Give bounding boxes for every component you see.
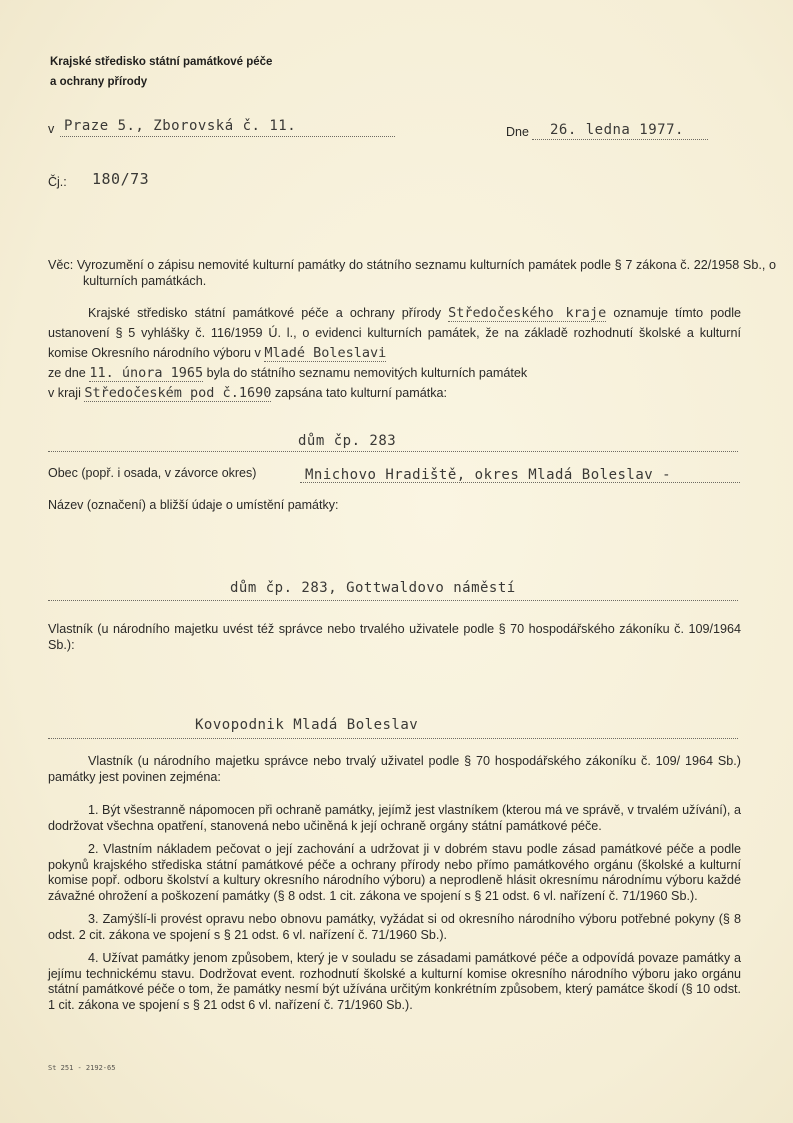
notice-decision-date: 11. února 1965 (89, 365, 204, 381)
date-value: 26. ledna 1977. (550, 122, 684, 138)
subject-block (48, 258, 776, 289)
place-value: Praze 5., Zborovská č. 11. (64, 118, 297, 134)
notice-part-6: zapsána tato kulturní památka: (274, 386, 448, 400)
notice-part-2: oznamuje tímto podle ustanovení § 5 vyhlášky č. 116/1959 Ú. l., o evidenci kulturních památek, že na základě rozhodnutí školské a kulturní komise Okresního národního výboru v (48, 306, 742, 360)
location-dotline (48, 600, 738, 601)
notice-part-1: Krajské středisko státní památkové péče a ochrany přírody (88, 306, 441, 320)
notice-region: Středočeského kraje (448, 305, 607, 321)
reference-label: Čj.: (48, 175, 67, 189)
municipality-value: Mnichovo Hradiště, okres Mladá Boleslav - (305, 467, 672, 483)
form-code: St 251 - 2192-65 (48, 1064, 116, 1072)
municipality-label: Obec (popř. i osada, v závorce okres) (48, 466, 257, 480)
obligation-item-1: 1. Být všestranně nápomocen při ochraně památky, jejímž jest vlastníkem (kterou má ve správě, v trvalém užívání), a dodržovat všechna opatření, stanovená nebo učiněná k její ochraně orgány státní památkové péče. (48, 803, 741, 833)
location-label: Název (označení) a bližší údaje o umístění památky: (48, 498, 339, 512)
owner-value: Kovopodnik Mladá Boleslav (195, 717, 419, 733)
issuer-line-1: Krajské středisko státní památkové péče (50, 56, 273, 68)
place-prefix: v (48, 122, 55, 136)
subject-label: Věc: (48, 258, 74, 272)
location-value: dům čp. 283, Gottwaldovo náměstí (230, 580, 516, 596)
subject-text: Vyrozumění o zápisu nemovité kulturní památky do státního seznamu kulturních památek podle § 7 zákona č. 22/1958 Sb., o kulturních památkách. (76, 258, 776, 288)
notice-part-5: v kraji (48, 386, 81, 400)
obligations-intro: Vlastník (u národního majetku správce nebo trvalý uživatel podle § 70 hospodářského zákoníku č. 109/ 1964 Sb.) památky jest povinen zejména: (48, 754, 741, 784)
place-dotline (60, 136, 395, 137)
obligation-item-4: 4. Užívat památky jenom způsobem, který je v souladu se zásadami památkové péče a odpovídá povaze památky a jejímu technickému stavu. Dodržovat event. rozhodnutí školské a kulturní komise okresního národního výboru jako orgánu státní památkové péče o tom, že památky nesmí být užívána určitým konkrétním způsobem, který památce škodí (§ 10 odst. 1 cit. zákona ve spojení s § 21 odst 6 vl. nařízení č. 71/1960 Sb.). (48, 951, 741, 1012)
reference-value: 180/73 (92, 170, 150, 188)
owner-label: Vlastník (u národního majetku uvést též správce nebo trvalého uživatele podle § 70 hospodářského zákoníku č. 109/1964 Sb.): (48, 622, 741, 652)
issuer-line-2: a ochrany přírody (50, 76, 148, 88)
notice-registry: Středočeském pod č.1690 (84, 385, 272, 401)
obligation-item-2: 2. Vlastním nákladem pečovat o její zachování a udržovat ji v dobrém stavu podle zásad památkové péče a podle pokynů krajského střediska státní památkové péče a ochrany přírody nebo přímo památkového orgánu (školské a kulturní komise popř. odboru školství a kultury okresního národního výboru) a neprodleně hlásit okresnímu národnímu výboru každé závažné ohrožení a poškození památky (§ 8 odst. 1 cit. zákona ve spojení s § 21 odst. 6 vl. nařízení č. 71/1960 Sb.). (48, 842, 741, 903)
date-label: Dne (506, 125, 529, 139)
date-dotline (532, 139, 708, 140)
notice-part-4: byla do státního seznamu nemovitých kulturních památek (206, 366, 528, 380)
monument-value: dům čp. 283 (298, 433, 397, 449)
notice-paragraph (48, 303, 741, 403)
issuer-header (50, 52, 272, 92)
owner-dotline (48, 738, 738, 739)
notice-part-3: ze dne (48, 366, 86, 380)
monument-dotline (48, 451, 738, 452)
obligation-item-3: 3. Zamýšlí-li provést opravu nebo obnovu památky, vyžádat si od okresního národního výboru potřebné pokyny (§ 8 odst. 2 cit. zákona ve spojení s § 21 odst. 6 vl. nařízení č. 71/1960 Sb.). (48, 912, 741, 942)
notice-district: Mladé Boleslavi (264, 345, 387, 361)
obligations-block (48, 754, 741, 1013)
